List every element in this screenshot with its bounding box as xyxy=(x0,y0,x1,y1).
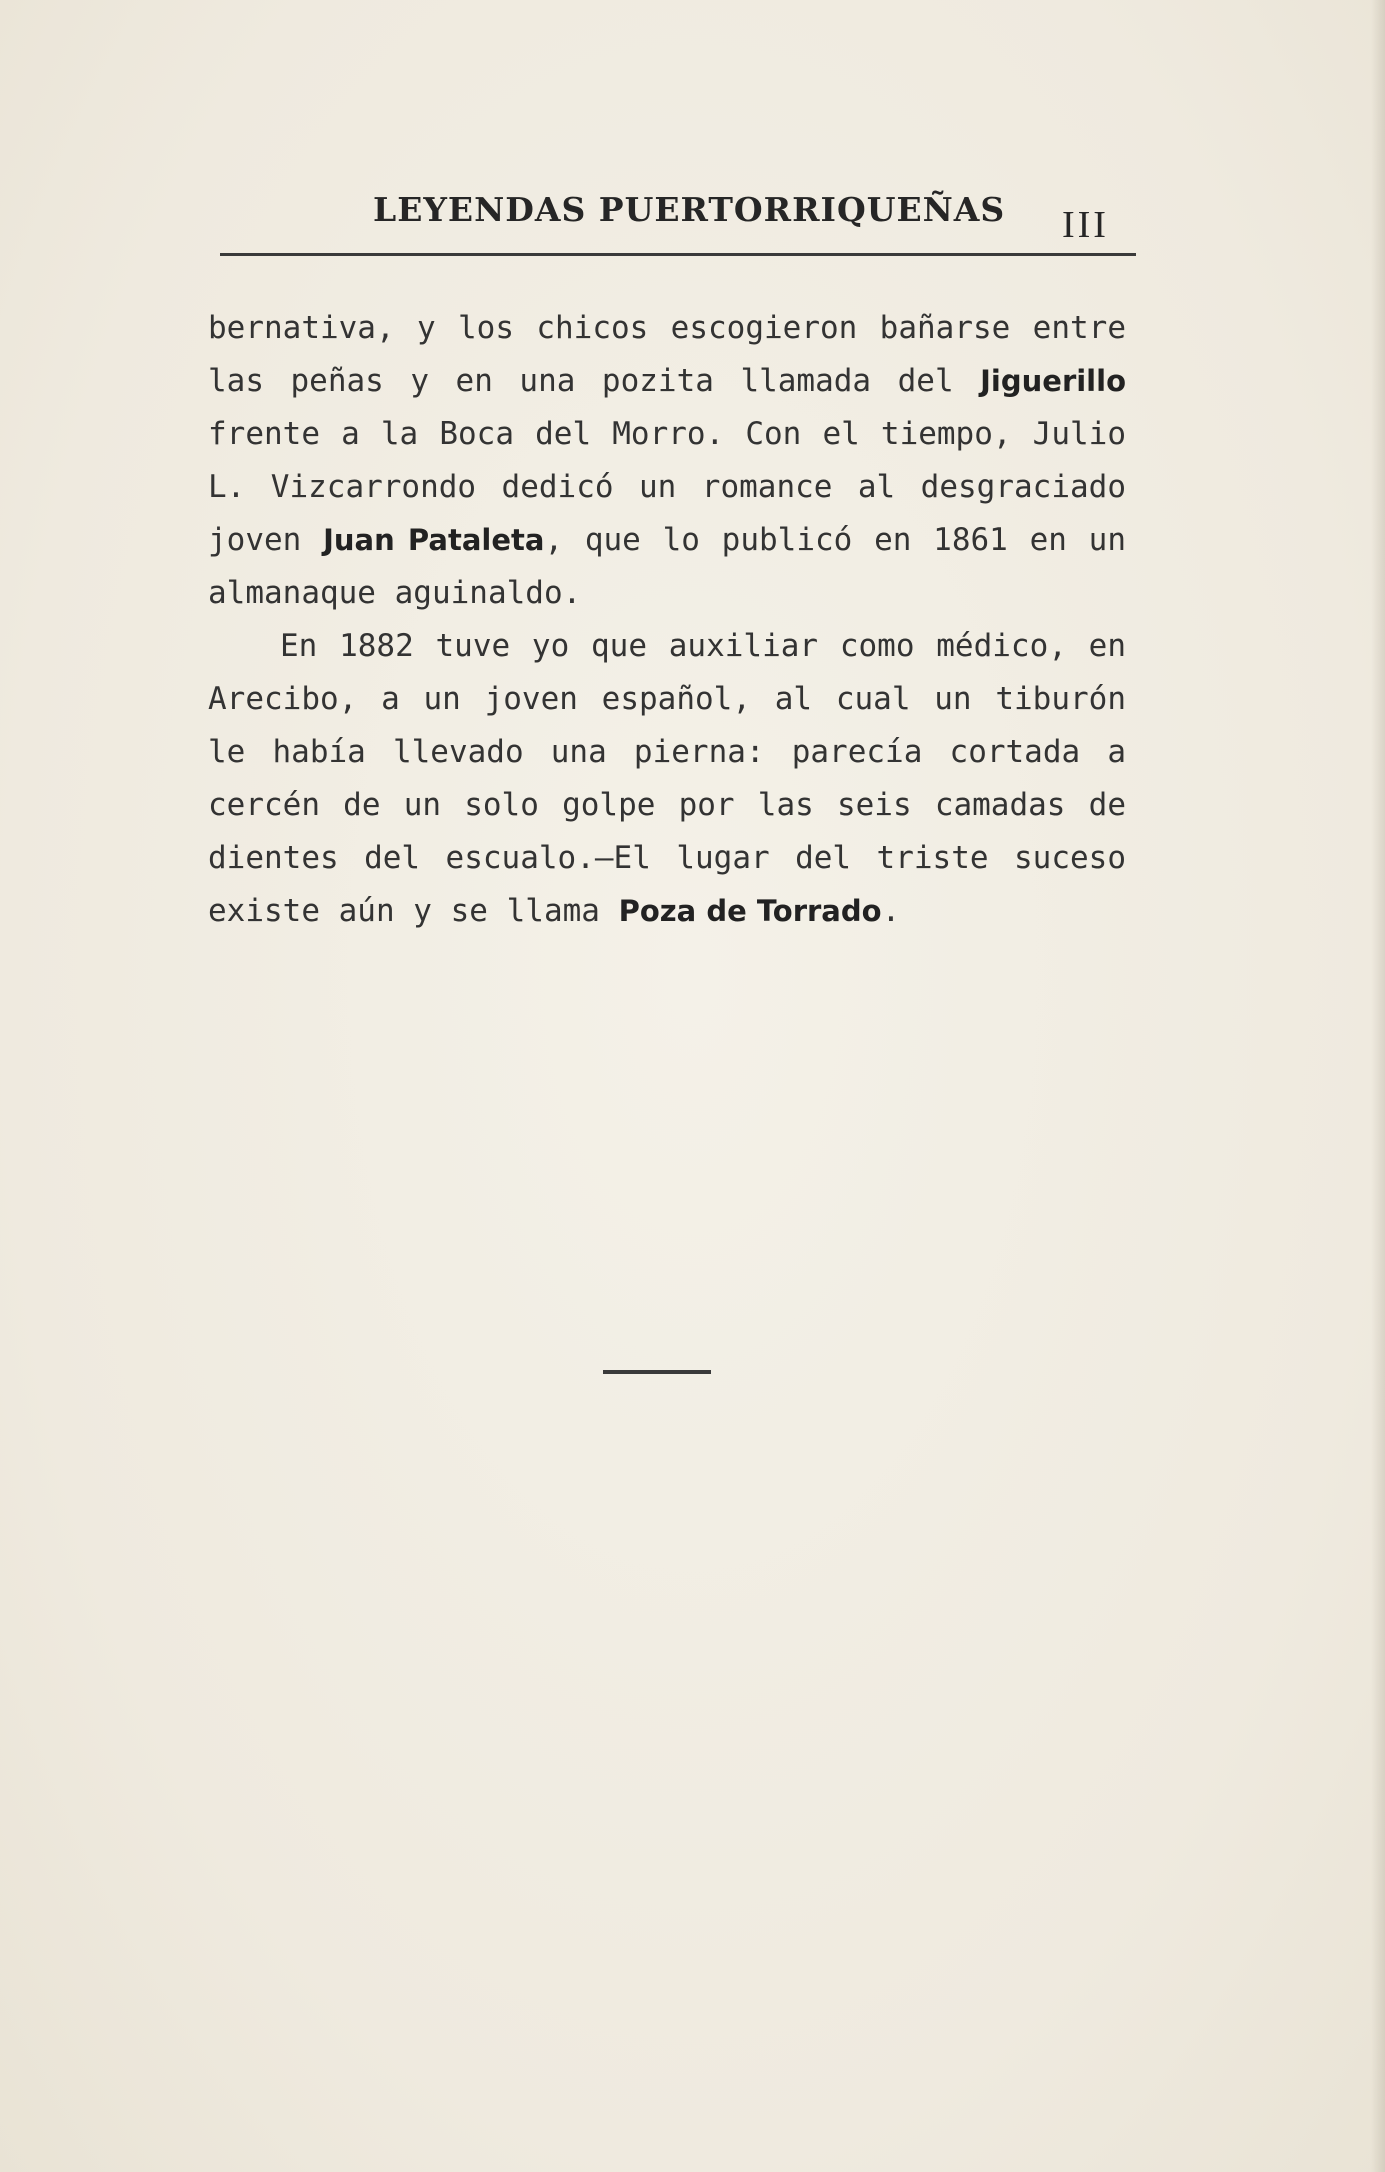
place-name-poza-de-torrado: Poza de Torrado xyxy=(618,894,882,928)
header-rule xyxy=(220,253,1136,256)
running-title: LEYENDAS PUERTORRIQUEÑAS xyxy=(373,190,1006,229)
section-end-rule xyxy=(603,1370,711,1374)
place-name-jiguerillo: Jiguerillo xyxy=(980,364,1126,398)
body-text xyxy=(208,302,1126,938)
person-name-juan-pataleta: Juan Pataleta xyxy=(323,523,545,557)
paragraph-1-text-2: frente a la Boca del Morro. Con el tiempo, Julio L. Vizcarrondo dedicó un romance al desgraciado joven xyxy=(208,416,1126,558)
paragraph-1-text-1: bernativa, y los chicos escogieron bañarse entre las peñas y en una pozita llamada del xyxy=(208,310,1126,399)
paragraph-2 xyxy=(208,620,1126,938)
page-edge-shadow xyxy=(1371,0,1385,2172)
paragraph-2-text-1: En 1882 tuve yo que auxiliar como médico, en Arecibo, a un joven español, al cual un tiburón le había llevado una pierna: parecía cortada a cercén de un solo golpe por las seis camadas de dientes del escualo.—El lugar del triste suceso existe aún y se llama xyxy=(208,628,1126,929)
paragraph-1 xyxy=(208,302,1126,620)
paragraph-1-text-3: , que lo publicó en 1861 en un almanaque aguinaldo. xyxy=(208,522,1126,611)
paragraph-2-text-2: . xyxy=(881,893,901,929)
page-number: III xyxy=(1062,204,1109,246)
